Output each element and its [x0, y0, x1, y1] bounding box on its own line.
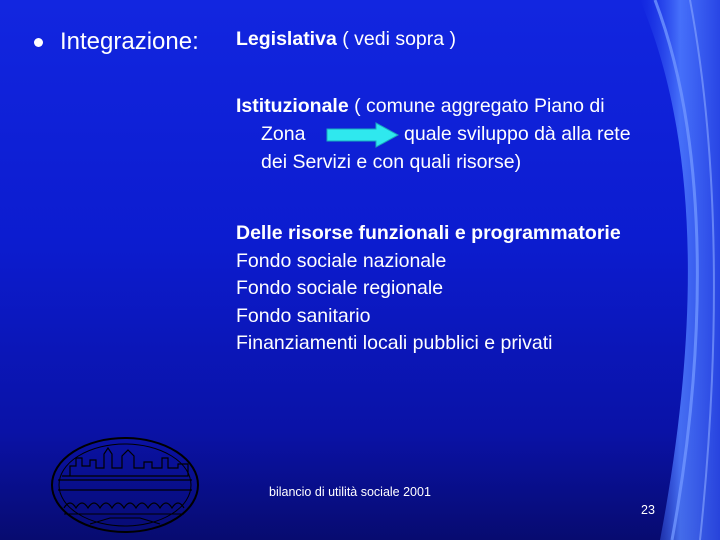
- municipal-seal-logo: [50, 436, 200, 534]
- risorse-list: [236, 220, 621, 358]
- list-item: Fondo sanitario: [236, 304, 371, 327]
- list-item: Fondo sociale nazionale: [236, 249, 447, 272]
- istituzionale-line-1: [236, 93, 605, 121]
- legislativa-line: [236, 26, 456, 54]
- legislativa-label: Legislativa: [236, 28, 337, 50]
- istituzionale-line-3: dei Servizi e con quali risorse): [261, 151, 522, 173]
- istituzionale-line-2-end: quale sviluppo dà alla rete: [404, 123, 631, 145]
- istituzionale-line-2-start: Zona: [261, 123, 306, 145]
- list-item: Finanziamenti locali pubblici e privati: [236, 332, 553, 354]
- istituzionale-label: Istituzionale: [236, 95, 349, 117]
- intro-label: Integrazione:: [60, 28, 199, 55]
- right-arrow-icon: [326, 122, 400, 148]
- list-item: Fondo sociale regionale: [236, 277, 444, 299]
- risorse-heading: Delle risorse funzionali e programmatorie: [236, 222, 621, 244]
- legislativa-note: ( vedi sopra ): [336, 28, 457, 50]
- istituzionale-line1-rest: ( comune aggregato Piano di: [348, 95, 605, 117]
- footer-text: bilancio di utilità sociale 2001: [269, 485, 431, 499]
- bullet-icon: [34, 38, 43, 47]
- page-number: 23: [641, 503, 655, 517]
